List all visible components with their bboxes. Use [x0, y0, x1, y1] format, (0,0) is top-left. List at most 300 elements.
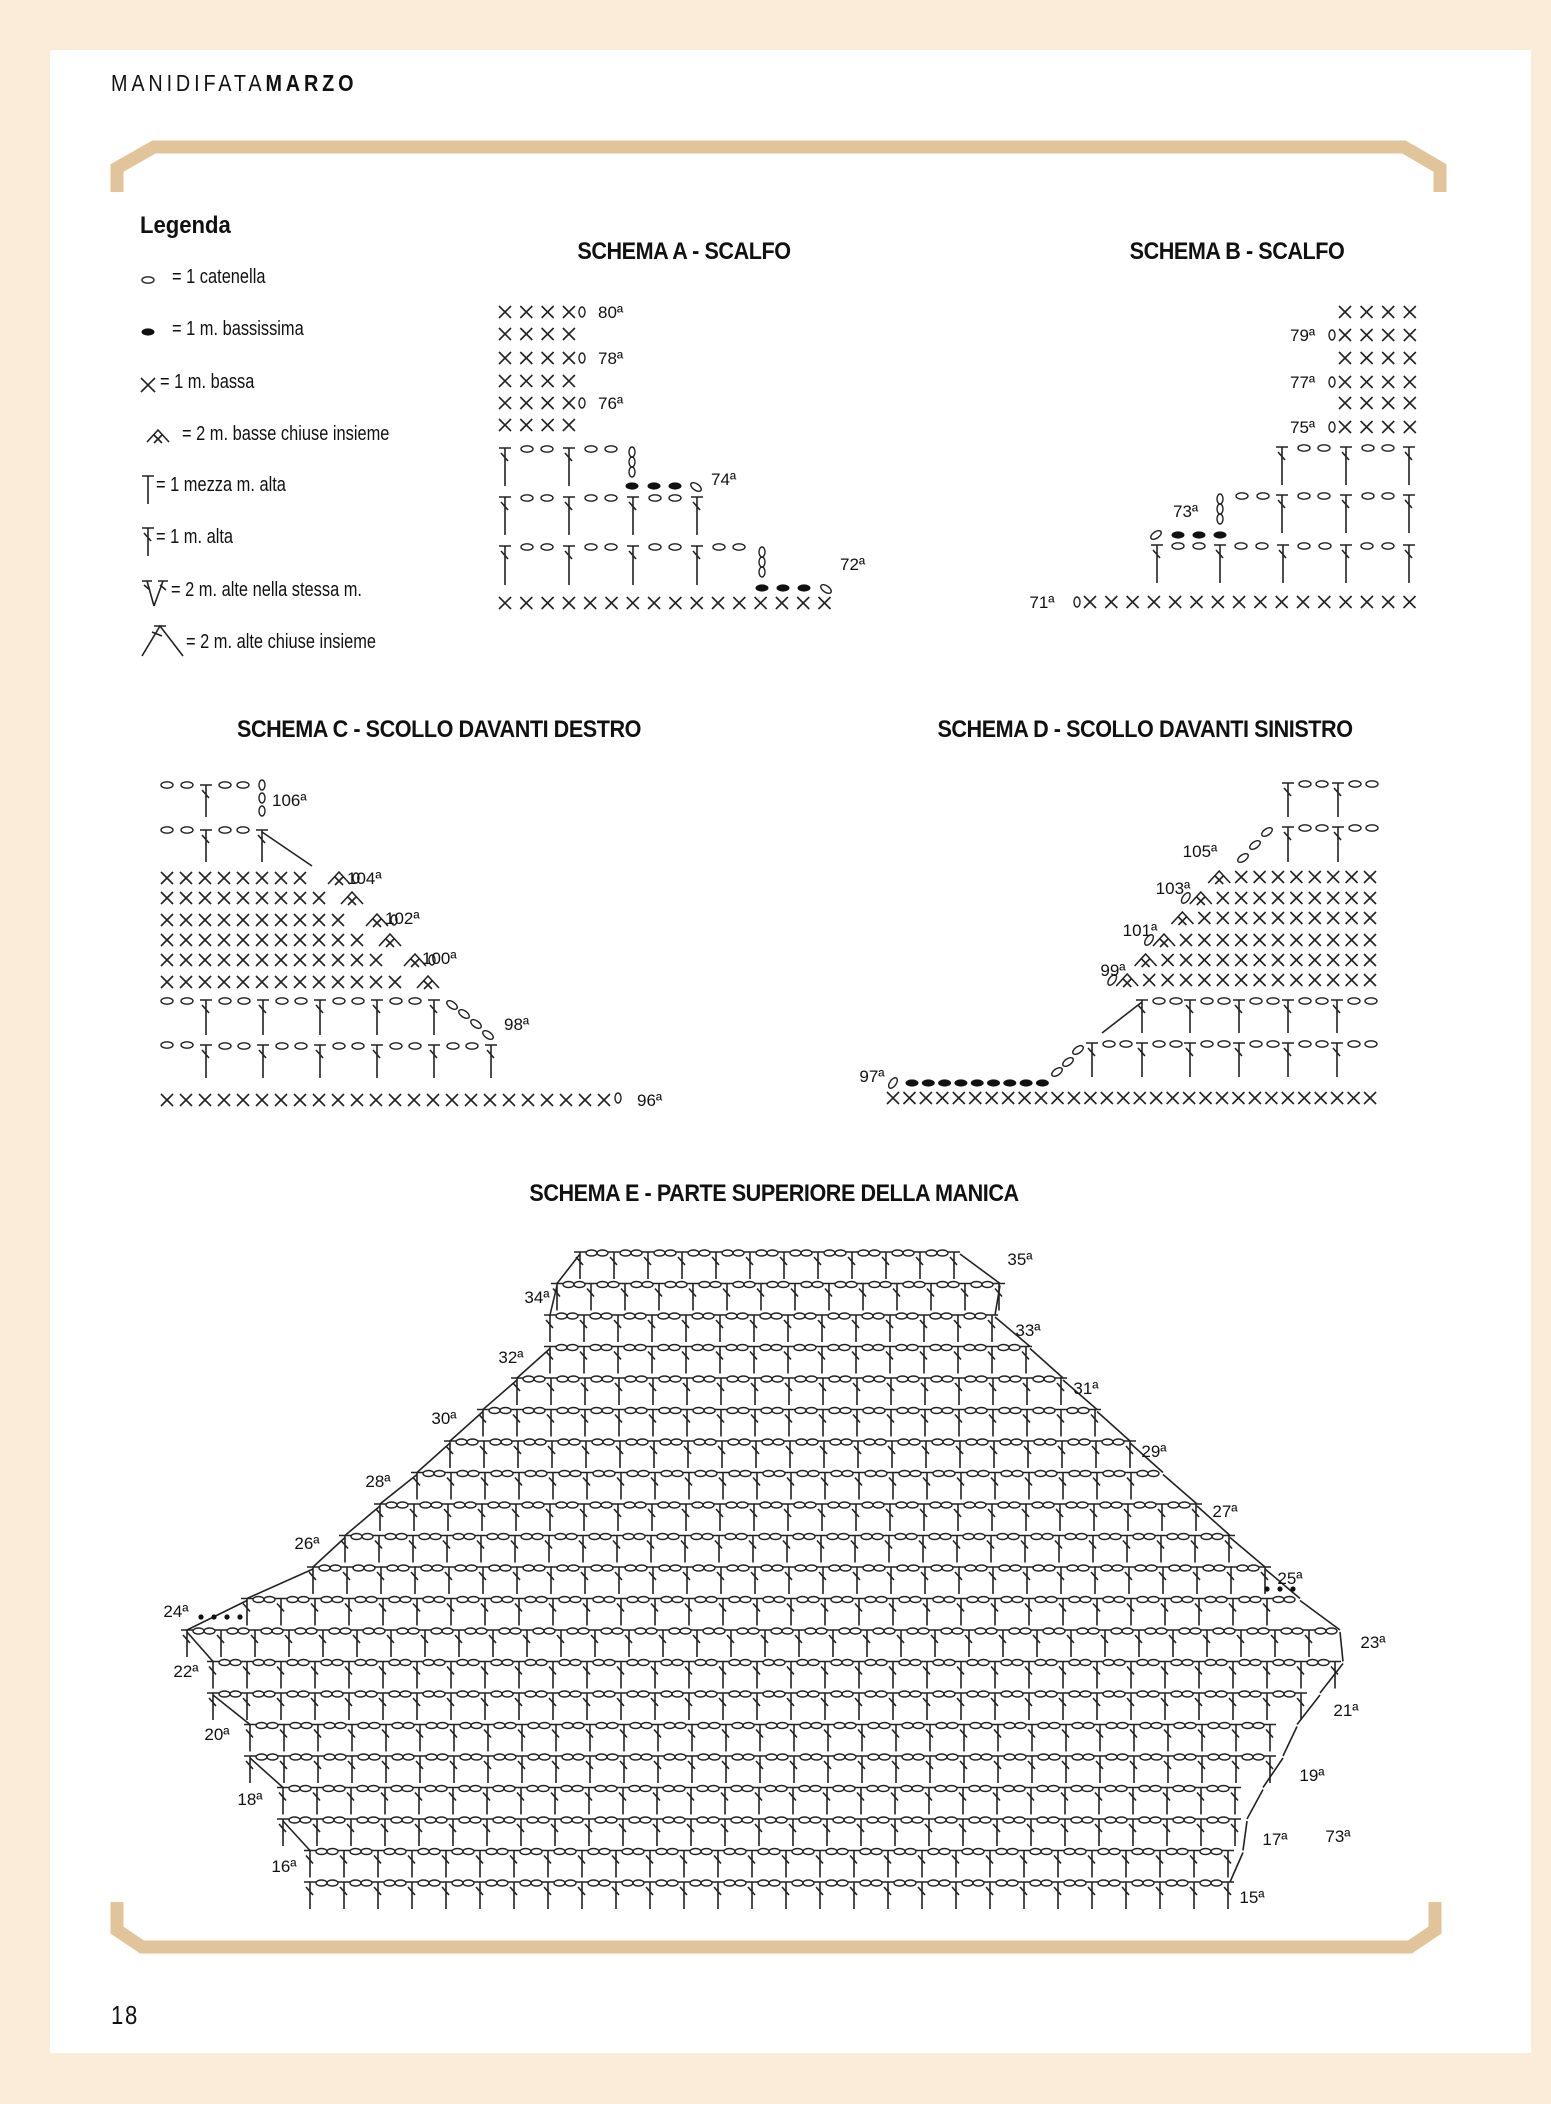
dc-stroke	[719, 1788, 731, 1815]
chain-pair-symbol	[726, 1502, 748, 1508]
chain-oval	[846, 1282, 857, 1288]
chain-oval	[1211, 1880, 1222, 1886]
dc-stroke	[919, 1567, 931, 1594]
dc-stroke	[627, 497, 639, 535]
chain-pair-symbol	[323, 1786, 345, 1792]
chain-oval	[860, 1849, 871, 1855]
chain-pair-symbol	[389, 1691, 411, 1697]
dc-stroke	[953, 1410, 965, 1437]
double-crochet-symbol	[477, 1410, 489, 1437]
single-crochet-symbol	[199, 872, 211, 884]
double-crochet-symbol	[681, 1410, 693, 1437]
double-crochet-symbol	[680, 1315, 692, 1342]
chain-oval	[1224, 1628, 1235, 1634]
double-crochet-symbol	[1233, 1043, 1245, 1077]
chain-pair-symbol	[858, 1250, 880, 1256]
chain-pair-symbol	[692, 1345, 714, 1351]
dc-stroke	[855, 1788, 867, 1815]
x-stroke	[256, 872, 268, 884]
chain-oval	[837, 1849, 848, 1855]
double-crochet-symbol	[1214, 545, 1226, 583]
chain-pair-symbol	[761, 1408, 783, 1414]
chain-oval	[368, 1786, 379, 1792]
chain-pair-symbol	[586, 1250, 608, 1256]
chain-pair-symbol	[1037, 1786, 1059, 1792]
chain-pair-symbol	[969, 1786, 991, 1792]
double-crochet-symbol	[1127, 1819, 1139, 1846]
x-stroke	[1272, 934, 1284, 946]
double-crochet-symbol	[1195, 1819, 1207, 1846]
dc-stroke	[890, 1756, 902, 1783]
x-stroke	[936, 1092, 948, 1104]
dc-stroke	[783, 1567, 795, 1594]
dc-stroke	[880, 1252, 892, 1279]
double-crochet-symbol	[716, 1441, 728, 1468]
chain-pair-symbol	[1169, 1565, 1191, 1571]
dc-stroke	[919, 1410, 931, 1437]
chain-oval	[980, 1786, 991, 1792]
chain-oval	[933, 1660, 944, 1666]
double-crochet-symbol	[339, 1536, 351, 1563]
legend-item-hdc: = 1 mezza m. alta	[156, 474, 286, 496]
x-stroke	[1117, 1092, 1129, 1104]
x-stroke	[579, 1094, 591, 1106]
double-crochet-symbol	[413, 1819, 425, 1846]
dc-stroke	[1059, 1788, 1071, 1815]
single-crochet-symbol	[953, 1092, 965, 1104]
chain-oval	[1171, 1597, 1182, 1603]
chain-pair-symbol	[421, 1565, 443, 1571]
slip-stitch-symbol	[906, 1079, 919, 1086]
chain-oval	[879, 1723, 890, 1729]
chain-oval	[668, 1534, 679, 1540]
chain-oval	[324, 1723, 335, 1729]
double-crochet-symbol	[477, 1567, 489, 1594]
chain-oval	[914, 1282, 925, 1288]
chain-oval	[929, 1534, 940, 1540]
single-crochet-symbol	[1235, 871, 1247, 883]
chain-oval	[981, 1754, 992, 1760]
chain-pair-symbol	[1106, 1723, 1128, 1729]
double-crochet-symbol	[1303, 1630, 1315, 1657]
chain-oval	[567, 1345, 578, 1351]
dc-stroke	[649, 1693, 661, 1720]
x-stroke	[1290, 892, 1302, 904]
double-crochet-symbol	[683, 1473, 695, 1500]
chain-oval	[691, 1534, 702, 1540]
double-crochet-symbol	[304, 1882, 316, 1909]
double-crochet-symbol	[819, 1693, 831, 1720]
single-crochet-symbol	[256, 892, 268, 904]
dc-increase-symbol	[142, 581, 168, 606]
single-crochet-symbol	[294, 976, 306, 988]
double-crochet-symbol	[545, 1378, 557, 1405]
chain-oval	[374, 1628, 385, 1634]
dc-stroke	[1340, 447, 1352, 485]
double-crochet-symbol	[1031, 1630, 1043, 1657]
chain-pair-symbol	[358, 1754, 380, 1760]
chain-oval	[597, 1250, 608, 1256]
x-stroke	[1290, 912, 1302, 924]
chain-pair-symbol	[1205, 1660, 1227, 1666]
chain-oval	[706, 1597, 717, 1603]
dc-stroke	[921, 1662, 933, 1689]
chain-oval	[1273, 1691, 1284, 1697]
double-crochet-symbol	[312, 1725, 324, 1752]
chain-oval	[939, 1880, 950, 1886]
slip-stitch-symbol	[626, 482, 639, 489]
double-crochet-symbol	[647, 1410, 659, 1437]
chain-oval	[1103, 1471, 1114, 1477]
chain-oval	[358, 1723, 369, 1729]
chain-oval	[902, 1754, 913, 1760]
dc-stroke	[380, 1725, 392, 1752]
chain-oval	[797, 1597, 808, 1603]
chain-oval	[306, 1628, 317, 1634]
chain-symbol	[1236, 852, 1250, 864]
dc-stroke	[816, 1504, 828, 1531]
chain-pair-symbol	[355, 1691, 377, 1697]
double-crochet-symbol	[887, 1662, 899, 1689]
dc-stroke	[581, 1693, 593, 1720]
chain-oval	[429, 1849, 440, 1855]
chain-oval	[743, 1723, 754, 1729]
chain-oval	[573, 1754, 584, 1760]
chain-oval	[1064, 1880, 1075, 1886]
dc-stroke	[647, 1378, 659, 1405]
chain-oval	[629, 1817, 640, 1823]
single-crochet-symbol	[180, 954, 192, 966]
chain-oval	[334, 1817, 345, 1823]
double-crochet-symbol	[314, 1000, 326, 1035]
double-crochet-symbol	[343, 1599, 355, 1626]
double-crochet-symbol	[1230, 1725, 1242, 1752]
chain-pair-symbol	[901, 1786, 923, 1792]
dc-stroke	[617, 1819, 629, 1846]
chain-oval	[838, 1534, 849, 1540]
chain-pair-symbol	[595, 1817, 617, 1823]
dc-stroke	[1225, 1567, 1237, 1594]
chain-oval	[658, 1313, 669, 1319]
row-label: 22ª	[173, 1662, 199, 1681]
chain-oval	[321, 1597, 332, 1603]
double-crochet-symbol	[924, 1725, 936, 1752]
chain-pair-symbol	[763, 1471, 785, 1477]
chain-oval	[903, 1250, 914, 1256]
double-crochet-symbol	[951, 1536, 963, 1563]
double-crochet-symbol	[440, 1851, 452, 1878]
dc-stroke	[1031, 1630, 1043, 1657]
dc-stroke	[1282, 827, 1294, 862]
x-stroke	[1340, 596, 1352, 608]
double-crochet-symbol	[1128, 1725, 1140, 1752]
dc-stroke	[278, 1756, 290, 1783]
x-stroke	[563, 306, 575, 318]
dc-stroke	[1128, 1725, 1140, 1752]
double-crochet-symbol	[474, 1851, 486, 1878]
chain-oval	[907, 1345, 918, 1351]
chain-pair-symbol	[253, 1597, 275, 1603]
dc-stroke	[481, 1788, 493, 1815]
double-crochet-symbol	[476, 1504, 488, 1531]
chain-symbol	[585, 544, 597, 550]
x-stroke	[427, 1094, 439, 1106]
chain-pair-symbol	[657, 1534, 679, 1540]
double-crochet-symbol	[200, 830, 212, 862]
chain-oval	[572, 1786, 583, 1792]
chain-oval	[1148, 1471, 1159, 1477]
x-stroke	[256, 934, 268, 946]
chain-pair-symbol	[295, 1628, 317, 1634]
chain-pair-symbol	[1001, 1597, 1023, 1603]
chain-oval	[1113, 1439, 1124, 1445]
chain-oval	[452, 1849, 463, 1855]
double-crochet-symbol	[814, 1851, 826, 1878]
double-crochet-symbol	[380, 1756, 392, 1783]
dc-stroke	[277, 1819, 289, 1846]
chain-oval	[1099, 1534, 1110, 1540]
single-crochet-symbol	[1327, 934, 1339, 946]
single-crochet-symbol	[1290, 871, 1302, 883]
chain-pair-symbol	[936, 1754, 958, 1760]
dc-stroke	[1093, 1788, 1105, 1815]
dc-stroke	[989, 1662, 1001, 1689]
single-crochet-symbol	[1217, 892, 1229, 904]
dc-stroke	[651, 1819, 663, 1846]
x-stroke	[953, 1092, 965, 1104]
chain-oval	[1318, 1660, 1329, 1666]
chain-symbol	[1201, 998, 1213, 1004]
double-crochet-symbol	[861, 1630, 873, 1657]
chain-pair-symbol	[256, 1723, 278, 1729]
chain-pair-symbol	[797, 1660, 819, 1666]
dc-stroke	[474, 1882, 486, 1909]
chain-pair-symbol	[703, 1628, 725, 1634]
double-crochet-symbol	[615, 1662, 627, 1689]
chain-oval	[389, 1691, 400, 1697]
x-stroke	[275, 954, 287, 966]
slip-stitch-symbol	[648, 482, 661, 489]
double-crochet-symbol	[409, 1567, 421, 1594]
chain-oval	[533, 1502, 544, 1508]
double-crochet-symbol	[447, 1819, 459, 1846]
double-crochet-symbol	[816, 1315, 828, 1342]
x-stroke	[887, 1092, 899, 1104]
chain-symbol	[1316, 825, 1328, 831]
chain-oval	[397, 1628, 408, 1634]
x-stroke	[1339, 376, 1351, 388]
double-crochet-symbol	[513, 1662, 525, 1689]
x-stroke	[1084, 1092, 1096, 1104]
double-crochet-symbol	[642, 1252, 654, 1279]
x-stroke	[1290, 954, 1302, 966]
single-crochet-symbol	[755, 597, 767, 609]
double-crochet-symbol	[200, 785, 212, 817]
chain-symbol	[521, 446, 533, 452]
double-crochet-symbol	[445, 1473, 457, 1500]
dc-stroke	[746, 1882, 758, 1909]
chain-oval	[835, 1282, 846, 1288]
double-crochet-symbol	[785, 1599, 797, 1626]
dc-stroke	[474, 1851, 486, 1878]
double-crochet-symbol	[351, 1630, 363, 1657]
chain-oval	[491, 1597, 502, 1603]
chain-oval	[400, 1597, 411, 1603]
chain-oval	[592, 1439, 603, 1445]
single-crochet-symbol	[313, 934, 325, 946]
slip-stitch-symbol	[1193, 531, 1206, 538]
chain-oval	[323, 1786, 334, 1792]
chain-pair-symbol	[830, 1439, 852, 1445]
double-crochet-symbol	[579, 1567, 591, 1594]
chain-pair-symbol	[726, 1313, 748, 1319]
chain-oval	[748, 1628, 759, 1634]
chain-oval	[491, 1660, 502, 1666]
dc-stroke	[713, 1536, 725, 1563]
chain-oval	[389, 1660, 400, 1666]
dc-stroke	[615, 1662, 627, 1689]
chain-pair-symbol	[726, 1345, 748, 1351]
chain-oval	[837, 1880, 848, 1886]
dc-stroke	[1065, 1630, 1077, 1657]
double-crochet-symbol	[547, 1473, 559, 1500]
row-label: 76ª	[598, 394, 624, 413]
chain-oval	[1239, 1660, 1250, 1666]
dc-stroke	[1020, 1504, 1032, 1531]
single-crochet-symbol	[1180, 954, 1192, 966]
chain-symbol	[1316, 781, 1328, 787]
chain-pair-symbol	[661, 1471, 683, 1477]
x-stroke	[161, 934, 173, 946]
chain-pair-symbol	[1031, 1534, 1053, 1540]
double-crochet-symbol	[479, 1599, 491, 1626]
x-stroke	[218, 872, 230, 884]
chain-oval	[714, 1628, 725, 1634]
chain-oval	[1075, 1880, 1086, 1886]
chain-pair-symbol	[1200, 1880, 1222, 1886]
chain-oval	[500, 1408, 511, 1414]
chain-oval	[556, 1313, 567, 1319]
single-crochet-symbol	[1272, 974, 1284, 986]
chain-oval	[774, 1597, 785, 1603]
chain-pair-symbol	[623, 1534, 645, 1540]
chain-pair-symbol	[1174, 1723, 1196, 1729]
chain-pair-symbol	[1105, 1786, 1127, 1792]
dc-stroke	[780, 1882, 792, 1909]
chain-oval	[769, 1849, 780, 1855]
chain-oval	[774, 1660, 785, 1666]
chain-pair-symbol	[625, 1565, 647, 1571]
double-crochet-symbol	[338, 1851, 350, 1878]
chain-oval	[1242, 1754, 1253, 1760]
dc-stroke	[372, 1851, 384, 1878]
chain-oval	[776, 1817, 787, 1823]
double-crochet-symbol	[950, 1882, 962, 1909]
chain-oval	[1041, 1849, 1052, 1855]
chain-oval	[842, 1691, 853, 1697]
row-label: 29ª	[1141, 1442, 1167, 1461]
chain-symbol	[605, 446, 617, 452]
chain-oval	[661, 1660, 672, 1666]
dc-stroke	[921, 1473, 933, 1500]
double-crochet-symbol	[783, 1378, 795, 1405]
x-stroke	[275, 934, 287, 946]
dc-stroke	[818, 1441, 830, 1468]
x-stroke	[161, 954, 173, 966]
single-crochet-symbol	[1364, 974, 1376, 986]
chain-oval	[384, 1849, 395, 1855]
chain-oval	[997, 1534, 1008, 1540]
dc-stroke	[345, 1788, 357, 1815]
chain-pair-symbol	[966, 1439, 988, 1445]
dc-stroke	[882, 1851, 894, 1878]
double-crochet-symbol	[991, 1819, 1003, 1846]
chain-oval	[624, 1502, 635, 1508]
chain-oval	[497, 1849, 508, 1855]
double-crochet-symbol	[241, 1693, 253, 1720]
chain-pair-symbol	[931, 1408, 953, 1414]
chain-pair-symbol	[962, 1880, 984, 1886]
double-crochet-symbol	[890, 1725, 902, 1752]
dc-stroke	[278, 1725, 290, 1752]
double-crochet-symbol	[511, 1378, 523, 1405]
single-crochet-symbol	[313, 954, 325, 966]
double-crochet-symbol	[372, 1851, 384, 1878]
double-crochet-symbol	[921, 1473, 933, 1500]
chain-pair-symbol	[760, 1345, 782, 1351]
chain-oval	[759, 567, 765, 577]
dc-stroke	[715, 1567, 727, 1594]
chain-oval	[1045, 1439, 1056, 1445]
chain-pair-symbol	[627, 1597, 649, 1603]
dc-stroke	[371, 1045, 383, 1078]
chain-oval	[725, 1534, 736, 1540]
double-crochet-symbol	[880, 1252, 892, 1279]
double-crochet-symbol	[887, 1473, 899, 1500]
chain-symbol	[295, 1043, 307, 1049]
double-crochet-symbol	[827, 1630, 839, 1657]
x-stroke	[1327, 934, 1339, 946]
chain-oval	[1208, 1723, 1219, 1729]
chain-symbol	[352, 1043, 364, 1049]
chain-symbol	[1298, 543, 1310, 549]
dc-stroke	[720, 1756, 732, 1783]
dc-stroke	[1151, 545, 1163, 583]
chain-oval	[490, 1439, 501, 1445]
x-stroke	[1254, 892, 1266, 904]
dc-stroke	[411, 1599, 423, 1626]
chain-pair-symbol	[834, 1723, 856, 1729]
single-crochet-symbol	[1254, 871, 1266, 883]
double-crochet-symbol	[278, 1756, 290, 1783]
chain-pair-symbol	[1033, 1376, 1055, 1382]
chain-oval	[1008, 1534, 1019, 1540]
chain-oval	[1284, 1691, 1295, 1697]
chain-pair-symbol	[1001, 1660, 1023, 1666]
chain-oval	[620, 1250, 631, 1256]
dc-stroke	[1159, 1662, 1171, 1689]
chain-oval	[740, 1471, 751, 1477]
chain-oval	[391, 1817, 402, 1823]
chain-oval	[1038, 1754, 1049, 1760]
chain-oval	[901, 1786, 912, 1792]
dc-stroke	[1023, 1693, 1035, 1720]
dc-stroke	[717, 1693, 729, 1720]
chain-oval	[1043, 1628, 1054, 1634]
dc-stroke	[1023, 1599, 1035, 1626]
double-crochet-symbol	[1184, 1043, 1196, 1077]
chain-oval	[896, 1502, 907, 1508]
